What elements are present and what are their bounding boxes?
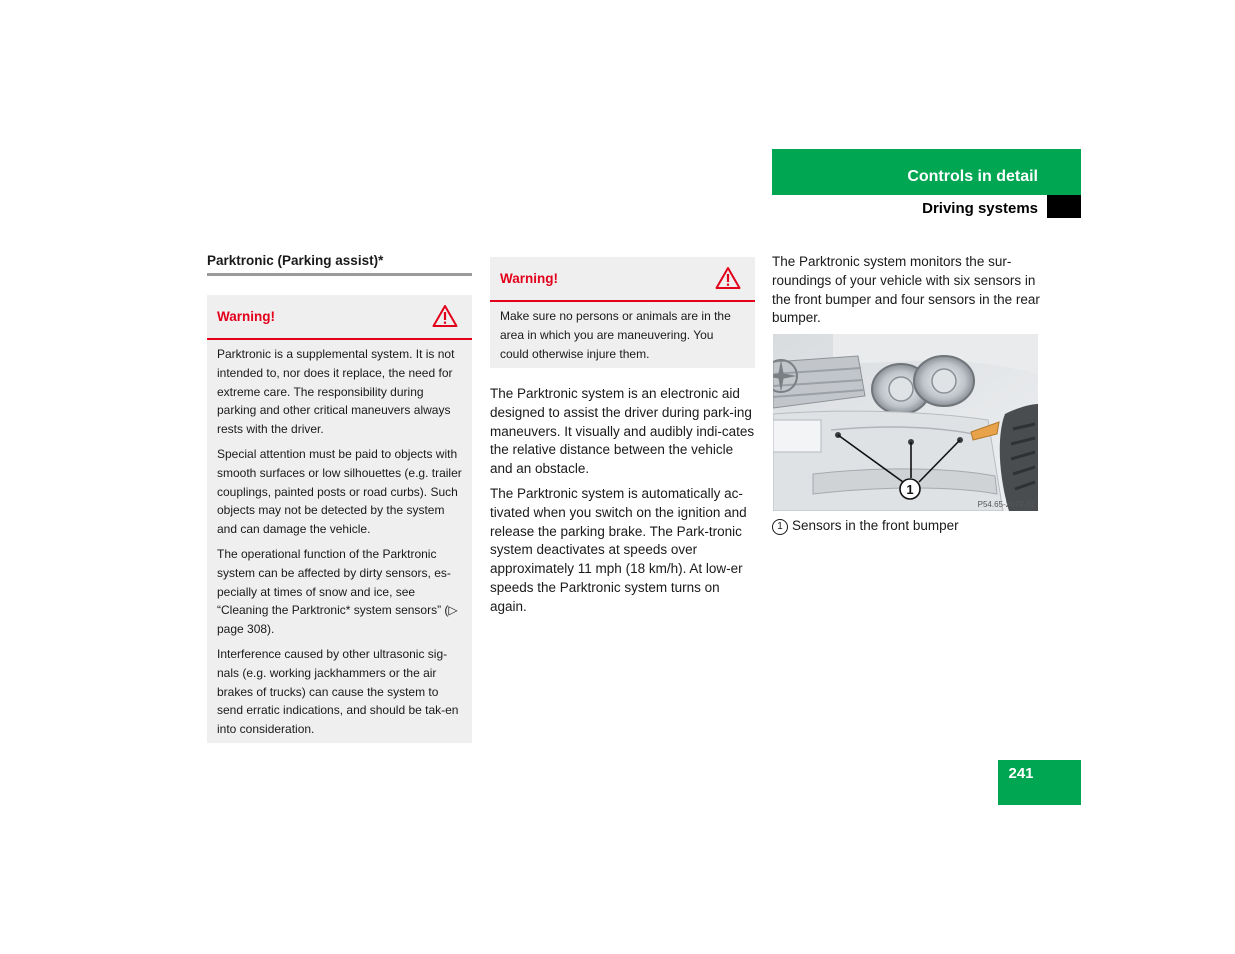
warning-box-body — [490, 302, 755, 371]
body-paragraph: The Parktronic system is automatically ac-tivated when you switch on the ignition and release the parking brake. The Park-tronic system deactivates at speeds over approximately 11 mph (18 km/h). At low-er speeds the Parktronic system turns on again. — [490, 485, 747, 614]
chapter-title: Controls in detail — [907, 168, 1038, 185]
warning-paragraph: Special attention must be paid to objects with smooth surfaces or low silhouettes (e.g. trailer couplings, painted posts or road curbs). Such objects may not be detected by the system and can damage the vehicle. — [217, 446, 462, 537]
front-bumper-sensors-photo — [773, 334, 1038, 511]
thumb-tab-marker — [1047, 195, 1081, 218]
warning-box-header — [490, 257, 755, 302]
heading-rule — [207, 273, 472, 276]
warning-box-1 — [207, 295, 472, 743]
caption-number: 1 — [772, 519, 788, 535]
section-heading: Parktronic (Parking assist)* — [207, 253, 384, 268]
figure-code: P54.65-2678-31 — [977, 500, 1035, 509]
body-column-3 — [772, 253, 1042, 334]
warning-label: Warning! — [217, 309, 275, 324]
warning-paragraph: Make sure no persons or animals are in the area in which you are maneuvering. You could otherwise injure them. — [500, 309, 731, 361]
warning-triangle-icon — [715, 266, 741, 290]
page-number: 241 — [1008, 765, 1034, 782]
car-front-illustration — [773, 334, 1038, 511]
caption-text: Sensors in the front bumper — [792, 518, 959, 533]
warning-box-header — [207, 295, 472, 340]
warning-paragraph: Parktronic is a supplemental system. It is not intended to, nor does it replace, the need for extreme care. The responsibility during parking and other critical maneuvers always rests with the driver. — [217, 347, 455, 437]
body-column-2 — [490, 385, 758, 623]
body-paragraph: The Parktronic system is an electronic aid designed to assist the driver during park-ing maneuvers. It visually and audibly indi-cates the relative distance between the vehicle and an obstacle. — [490, 386, 755, 477]
warning-label: Warning! — [500, 271, 558, 286]
warning-box-2 — [490, 257, 755, 368]
warning-box-body — [207, 340, 472, 747]
section-subtitle: Driving systems — [922, 200, 1038, 217]
figure-caption — [772, 517, 1042, 535]
warning-triangle-icon — [432, 304, 458, 328]
callout-number: 1 — [906, 482, 914, 497]
warning-paragraph: The operational function of the Parktronic system can be affected by dirty sensors, es-pecially at times of snow and ice, see “Cleaning the Parktronic* system sensors” (▷ page 308). — [217, 546, 458, 637]
warning-paragraph: Interference caused by other ultrasonic sig-nals (e.g. working jackhammers or the air brakes of trucks) can cause the system to send erratic indications, and should be tak-en into consideration. — [217, 646, 459, 737]
body-paragraph: The Parktronic system monitors the sur-roundings of your vehicle with six sensors in the front bumper and four sensors in the rear bumper. — [772, 254, 1040, 326]
